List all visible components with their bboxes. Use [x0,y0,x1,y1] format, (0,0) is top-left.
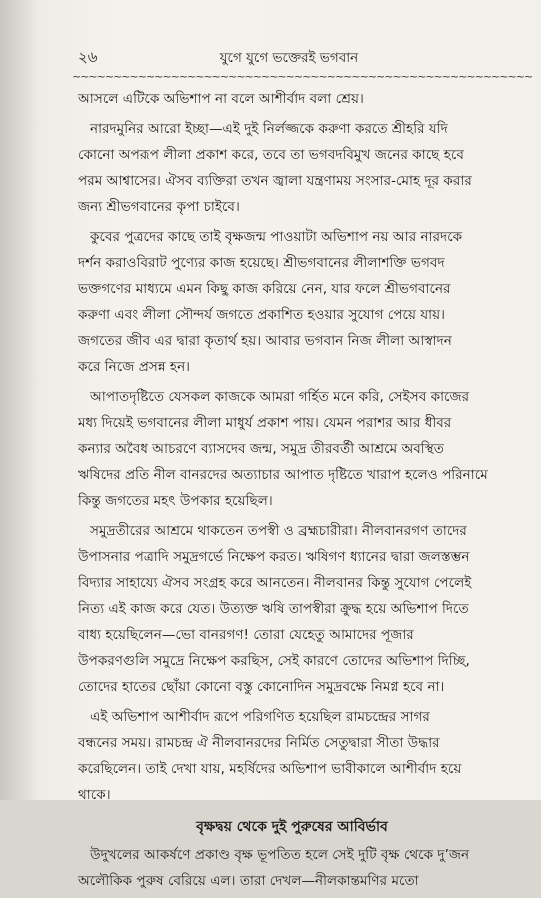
text-line: উদুখলের আকর্ষণে প্রকাণ্ড বৃক্ষ ভূপতিত হলে সেই দুটি বৃক্ষ থেকে দু’জন [90,847,470,863]
running-title: যুগে যুগে ভক্তেরই ভগবান [219,50,359,66]
text-line: করুণা এবং লীলা সৌন্দর্য জগতে প্রকাশিত হওয়ার সুযোগ পেয়ে যায়। [78,307,445,323]
text-line: ঋষিদের প্রতি নীল বানরদের অত্যাচার আপাত দৃষ্টিতে খারাপ হলেও পরিনামে [78,467,488,483]
text-line: তোদের হাতের ছোঁয়া কোনো বস্তু কোনোদিন সমুদ্রবক্ষে নিমগ্ন হবে না। [78,679,445,695]
text-line: আপাতদৃষ্টিতে যেসকল কাজকে আমরা গর্হিত মনে করি, সেইসব কাজের [90,389,470,405]
text-line: সমুদ্রতীরের আশ্রমে থাকতেন তপস্বী ও ব্রহ্মচারীরা। নীলবানরগণ তাদের [90,523,467,539]
text-line: মধ্য দিয়েই ভগবানের লীলা মাধুর্য প্রকাশ পায়। যেমন পরাশর আর ধীবর [78,415,452,431]
header-rule: ~~~~~~~~~~~~~~~~~~~~~~~~~~~~~~~~~~~~~~~~~~~~~~~~~~~~~~~~ [72,70,533,83]
text-line: বিদ্যার সাহায্যে ঐসব সংগ্রহ করে আনতেন। নীলবানর কিন্তু সুযোগ পেলেই [78,575,472,591]
paragraph-7 [78,842,506,894]
text-line: কুবের পুত্রদের কাছে তাই বৃক্ষজন্ম পাওয়াটা অভিশাপ নয় আর নারদকে [90,229,463,245]
text-line: করে নিজে প্রসন্ন হন। [78,359,191,375]
text-line: জন্য শ্রীভগবানের কৃপা চাইবে। [78,199,240,215]
text-line: উপাসনার পত্রাদি সমুদ্রগর্ভে নিক্ষেপ করত। ঋষিগণ ধ্যানের দ্বারা জলস্তম্ভন [78,549,470,565]
paragraph-6 [78,704,506,808]
text-line: দর্শন করাওবিরাট পুণ্যের কাজ হয়েছে। শ্রীভগবানের লীলাশক্তি ভগবদ [78,255,445,271]
text-line: নারদমুনির আরো ইচ্ছা—এই দুই নির্লজ্জকে করুণা করতে শ্রীহরি যদি [90,121,448,137]
paragraph-3 [78,224,506,380]
text-line: কিন্তু জগতের মহৎ উপকার হয়েছিল। [78,493,273,509]
text-line: কোনো অপরূপ লীলা প্রকাশ করে, তবে তা ভগবদবিমুখ জনের কাছে হবে [78,147,464,163]
text-line: আসলে এটিকে অভিশাপ না বলে আশীর্বাদ বলা শ্রেয়। [78,91,364,107]
text-line: জগতের জীব এর দ্বারা কৃতার্থ হয়। আবার ভগবান নিজ লীলা আস্বাদন [78,333,452,349]
text-line: ভক্তগণের মাধ্যমে এমন কিছু কাজ করিয়ে নেন, যার ফলে শ্রীভগবানের [78,281,451,297]
text-line: এই অভিশাপ আশীর্বাদ রূপে পরিগণিত হয়েছিল রামচন্দ্রের সাগর [90,709,430,725]
paragraph-4 [78,384,506,514]
text-line: বন্ধনের সময়। রামচন্দ্র ঐ নীলবানরদের নির্মিত সেতুদ্বারা সীতা উদ্ধার [78,735,440,751]
text-line: উপকরণগুলি সমুদ্রে নিক্ষেপ করছিস, সেই কারণে তোদের অভিশাপ দিচ্ছি, [78,653,470,669]
text-line: বাধ্য হয়েছিলেন—ভো বানরগণ! তোরা যেহেতু আমাদের পূজার [78,627,414,643]
text-line: কন্যার অবৈধ আচরণে ব্যাসদেব জন্ম, সমুদ্র তীরবর্তী আশ্রমে অবস্থিত [78,441,444,457]
page-number: ২৬ [78,48,98,66]
text-line: অলৌকিক পুরুষ বেরিয়ে এল। তারা দেখল—নীলকান্তমণির মতো [78,873,419,889]
paragraph-1 [78,86,506,112]
section-heading: বৃক্ষদ্বয় থেকে দুই পুরুষের আবির্ভাব [196,819,388,835]
paragraph-2 [78,116,506,220]
paragraph-5 [78,518,506,700]
text-line: পরম আশ্বাসের। ঐসব ব্যক্তিরা তখন জ্বালা যন্ত্রণাময় সংসার-মোহ দূর করার [78,173,472,189]
text-line: থাকে। [78,787,111,803]
text-line: নিত্য এই কাজ করে যেত। উত্যক্ত ঋষি তাপস্বীরা ক্রুদ্ধ হয়ে অভিশাপ দিতে [78,601,469,617]
page-body [78,86,506,898]
text-line: করেছিলেন। তাই দেখা যায়, মহর্ষিদের অভিশাপ ভাবীকালে আশীর্বাদ হয়ে [78,761,462,777]
page-header [74,46,504,68]
